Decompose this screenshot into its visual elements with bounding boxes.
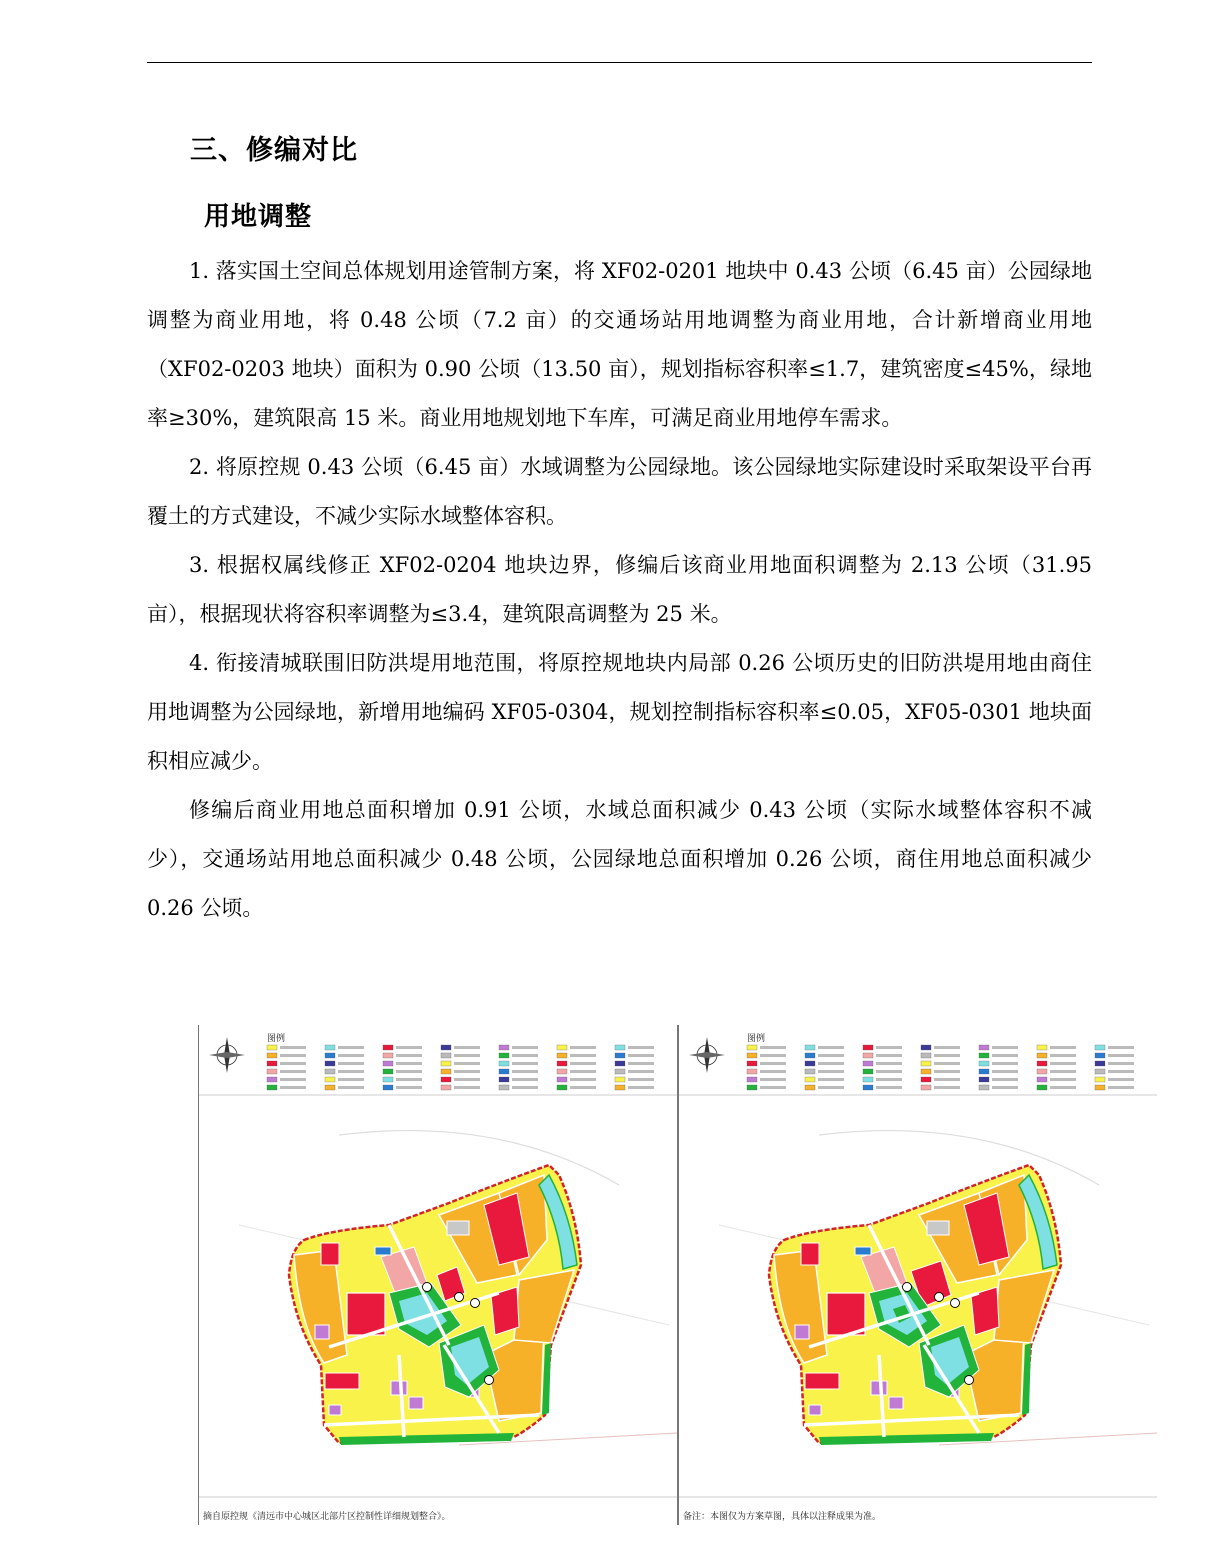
legend-label xyxy=(818,1062,844,1065)
original-plan-drawing xyxy=(199,1025,677,1525)
legend-swatch xyxy=(1095,1085,1105,1090)
paragraph-4: 4. 衔接清城联围旧防洪堤用地范围，将原控规地块内局部 0.26 公顷历史的旧防洪堤用地由商住用地调整为公园绿地，新增用地编码 XF05-0304，规划控制指标容积率≤0.05，XF05-0301 地块面积相应减少。 xyxy=(147,651,1092,773)
legend-label xyxy=(934,1078,960,1081)
legend-swatch xyxy=(441,1061,451,1066)
legend-swatch xyxy=(615,1045,625,1050)
legend-label xyxy=(280,1046,306,1049)
legend-label xyxy=(454,1078,480,1081)
legend-label xyxy=(396,1070,422,1073)
legend-label xyxy=(934,1046,960,1049)
legend-label xyxy=(1108,1046,1134,1049)
body-text xyxy=(147,247,1092,933)
legend-label xyxy=(396,1062,422,1065)
legend-swatch xyxy=(805,1077,815,1082)
legend-swatch xyxy=(863,1045,873,1050)
legend-label xyxy=(760,1086,786,1089)
legend-label xyxy=(570,1086,596,1089)
legend-label xyxy=(992,1070,1018,1073)
legend-swatch xyxy=(1095,1069,1105,1074)
legend-swatch xyxy=(863,1069,873,1074)
legend-swatch xyxy=(747,1061,757,1066)
transport-block xyxy=(447,1221,469,1235)
legend-swatch xyxy=(557,1085,567,1090)
legend-swatch xyxy=(1095,1045,1105,1050)
legend-swatch xyxy=(499,1085,509,1090)
legend-swatch xyxy=(863,1053,873,1058)
legend-label xyxy=(280,1086,306,1089)
legend-swatch xyxy=(1037,1061,1047,1066)
utility-block xyxy=(855,1247,871,1255)
legend-label xyxy=(1108,1086,1134,1089)
legend-swatch xyxy=(1037,1085,1047,1090)
education-block xyxy=(809,1405,821,1415)
transport-block xyxy=(927,1221,949,1235)
legend-label xyxy=(280,1062,306,1065)
legend-label xyxy=(454,1062,480,1065)
road-line xyxy=(819,1131,1099,1185)
legend-label xyxy=(818,1070,844,1073)
legend-label xyxy=(338,1054,364,1057)
legend-label xyxy=(628,1046,654,1049)
legend-swatch xyxy=(499,1061,509,1066)
legend-swatch xyxy=(1037,1069,1047,1074)
legend-swatch xyxy=(557,1077,567,1082)
legend-swatch xyxy=(325,1061,335,1066)
legend-swatch xyxy=(979,1061,989,1066)
legend-swatch xyxy=(805,1061,815,1066)
legend-swatch xyxy=(1095,1077,1105,1082)
education-block xyxy=(409,1397,423,1409)
legend-label xyxy=(280,1070,306,1073)
legend-swatch xyxy=(615,1085,625,1090)
legend-swatch xyxy=(557,1061,567,1066)
legend-swatch xyxy=(557,1045,567,1050)
legend-swatch xyxy=(921,1053,931,1058)
legend-label xyxy=(876,1070,902,1073)
legend-swatch xyxy=(1037,1053,1047,1058)
legend-swatch xyxy=(1095,1061,1105,1066)
legend-swatch xyxy=(383,1061,393,1066)
commercial-block xyxy=(321,1243,339,1265)
education-block xyxy=(795,1325,809,1339)
legend-label xyxy=(280,1054,306,1057)
adjustment-marker xyxy=(455,1293,464,1302)
legend-label xyxy=(338,1070,364,1073)
legend-label xyxy=(454,1046,480,1049)
revised-plan-drawing xyxy=(679,1025,1157,1525)
legend-label xyxy=(570,1062,596,1065)
adjustment-marker xyxy=(935,1293,944,1302)
legend-swatch xyxy=(979,1077,989,1082)
legend-swatch xyxy=(267,1077,277,1082)
legend-swatch xyxy=(615,1069,625,1074)
legend-label xyxy=(280,1078,306,1081)
legend-label xyxy=(1108,1078,1134,1081)
legend-label xyxy=(934,1086,960,1089)
legend-label xyxy=(628,1078,654,1081)
legend-label xyxy=(1050,1070,1076,1073)
legend-swatch xyxy=(557,1053,567,1058)
legend-label xyxy=(876,1078,902,1081)
legend-title: 图例 xyxy=(747,1034,766,1044)
legend-swatch xyxy=(747,1053,757,1058)
section-heading: 三、修编对比 xyxy=(190,135,358,166)
legend-label xyxy=(338,1078,364,1081)
adjustment-marker xyxy=(423,1283,432,1292)
commercial-block xyxy=(325,1373,359,1389)
legend-swatch xyxy=(441,1085,451,1090)
legend-label xyxy=(1050,1078,1076,1081)
education-block xyxy=(329,1405,341,1415)
legend-swatch xyxy=(805,1053,815,1058)
legend-swatch xyxy=(615,1053,625,1058)
adjustment-marker xyxy=(471,1299,480,1308)
map-note: 备注：本图仅为方案草图，具体以注释成果为准。 xyxy=(683,1512,882,1522)
legend-label xyxy=(570,1078,596,1081)
legend-label xyxy=(876,1054,902,1057)
legend-label xyxy=(818,1046,844,1049)
legend-swatch xyxy=(383,1045,393,1050)
legend-label xyxy=(1108,1070,1134,1073)
legend-label xyxy=(760,1046,786,1049)
legend-swatch xyxy=(499,1077,509,1082)
legend-label xyxy=(818,1054,844,1057)
legend-swatch xyxy=(325,1077,335,1082)
legend-label xyxy=(338,1086,364,1089)
legend-label xyxy=(818,1078,844,1081)
legend-label xyxy=(1050,1086,1076,1089)
legend-label xyxy=(396,1078,422,1081)
legend-swatch xyxy=(921,1069,931,1074)
legend-swatch xyxy=(441,1045,451,1050)
legend-swatch xyxy=(499,1069,509,1074)
legend-swatch xyxy=(267,1069,277,1074)
legend-swatch xyxy=(921,1045,931,1050)
legend-label xyxy=(512,1054,538,1057)
legend-swatch xyxy=(267,1045,277,1050)
legend-label xyxy=(1050,1062,1076,1065)
legend-label xyxy=(570,1070,596,1073)
legend-swatch xyxy=(805,1085,815,1090)
legend-label xyxy=(876,1086,902,1089)
legend-label xyxy=(628,1070,654,1073)
legend-label xyxy=(876,1062,902,1065)
paragraph-3: 3. 根据权属线修正 XF02-0204 地块边界，修编后该商业用地面积调整为 2.13 公顷（31.95 亩），根据现状将容积率调整为≤3.4，建筑限高调整为 25 米。 xyxy=(147,553,1092,626)
legend-label xyxy=(992,1046,1018,1049)
legend-label xyxy=(760,1078,786,1081)
legend-label xyxy=(628,1086,654,1089)
legend-label xyxy=(760,1062,786,1065)
legend-swatch xyxy=(921,1061,931,1066)
legend-label xyxy=(454,1054,480,1057)
commercial-block xyxy=(805,1373,839,1389)
legend-label xyxy=(934,1054,960,1057)
legend-label xyxy=(818,1086,844,1089)
legend-label xyxy=(396,1086,422,1089)
legend-swatch xyxy=(441,1077,451,1082)
legend-label xyxy=(992,1078,1018,1081)
legend-swatch xyxy=(615,1061,625,1066)
legend-swatch xyxy=(979,1053,989,1058)
legend-swatch xyxy=(499,1053,509,1058)
legend-label xyxy=(338,1046,364,1049)
legend-swatch xyxy=(863,1077,873,1082)
legend-swatch xyxy=(921,1085,931,1090)
comparison-maps xyxy=(198,1025,1160,1525)
legend-swatch xyxy=(441,1053,451,1058)
legend-label xyxy=(760,1070,786,1073)
compass-arrow-icon xyxy=(689,1052,725,1058)
legend-label xyxy=(992,1062,1018,1065)
legend-swatch xyxy=(1037,1045,1047,1050)
commercial-block xyxy=(827,1293,865,1335)
section-subheading: 用地调整 xyxy=(204,202,313,232)
legend-label xyxy=(934,1070,960,1073)
legend-swatch xyxy=(1095,1053,1105,1058)
utility-block xyxy=(375,1247,391,1255)
legend-label xyxy=(934,1062,960,1065)
legend-label xyxy=(760,1054,786,1057)
legend-label xyxy=(512,1078,538,1081)
commercial-block xyxy=(801,1243,819,1265)
legend-label xyxy=(876,1046,902,1049)
legend-swatch xyxy=(557,1069,567,1074)
legend-label xyxy=(992,1086,1018,1089)
legend-swatch xyxy=(325,1069,335,1074)
legend-title: 图例 xyxy=(267,1034,286,1044)
legend-label xyxy=(512,1070,538,1073)
legend-label xyxy=(1108,1062,1134,1065)
legend-swatch xyxy=(979,1045,989,1050)
legend-swatch xyxy=(499,1045,509,1050)
legend-label xyxy=(454,1070,480,1073)
legend-label xyxy=(628,1054,654,1057)
legend-swatch xyxy=(441,1069,451,1074)
legend-swatch xyxy=(805,1069,815,1074)
legend-swatch xyxy=(383,1085,393,1090)
legend-swatch xyxy=(267,1085,277,1090)
header-rule xyxy=(147,62,1092,63)
legend-label xyxy=(512,1046,538,1049)
legend-swatch xyxy=(979,1069,989,1074)
legend-label xyxy=(628,1062,654,1065)
legend-label xyxy=(512,1062,538,1065)
legend-swatch xyxy=(383,1077,393,1082)
legend-swatch xyxy=(325,1045,335,1050)
revised-plan-map xyxy=(678,1025,1157,1525)
map-note: 摘自原控规《清远市中心城区北部片区控制性详细规划整合》。 xyxy=(203,1512,451,1522)
legend-swatch xyxy=(325,1053,335,1058)
commercial-block xyxy=(347,1293,385,1335)
adjustment-marker xyxy=(951,1299,960,1308)
legend-swatch xyxy=(383,1069,393,1074)
legend-swatch xyxy=(805,1045,815,1050)
legend-swatch xyxy=(267,1053,277,1058)
legend-label xyxy=(1050,1054,1076,1057)
legend-swatch xyxy=(383,1053,393,1058)
education-block xyxy=(889,1397,903,1409)
paragraph-2: 2. 将原控规 0.43 公顷（6.45 亩）水域调整为公园绿地。该公园绿地实际建设时采取架设平台再覆土的方式建设，不减少实际水域整体容积。 xyxy=(147,455,1092,528)
legend-swatch xyxy=(979,1085,989,1090)
legend-label xyxy=(992,1054,1018,1057)
legend-label xyxy=(570,1046,596,1049)
legend-swatch xyxy=(1037,1077,1047,1082)
legend-swatch xyxy=(747,1077,757,1082)
compass-arrow-icon xyxy=(209,1052,245,1058)
legend-swatch xyxy=(921,1077,931,1082)
legend-label xyxy=(570,1054,596,1057)
original-plan-map xyxy=(198,1025,678,1525)
legend-label xyxy=(454,1086,480,1089)
paragraph-1: 1. 落实国土空间总体规划用途管制方案，将 XF02-0201 地块中 0.43 公顷（6.45 亩）公园绿地调整为商业用地，将 0.48 公顷（7.2 亩）的交通场站用地调整为商业用地，合计新增商业用地（XF02-0203 地块）面积为 0.90 公顷（13.50 亩），规划指标容积率≤1.7，建筑密度≤45%，绿地率≥30%，建筑限高 15 米。商业用地规划地下车库，可满足商业用地停车需求。 xyxy=(147,259,1092,430)
adjustment-marker xyxy=(903,1283,912,1292)
legend-swatch xyxy=(747,1069,757,1074)
paragraph-summary: 修编后商业用地总面积增加 0.91 公顷，水域总面积减少 0.43 公顷（实际水域整体容积不减少），交通场站用地总面积减少 0.48 公顷，公园绿地总面积增加 0.26 公顷，商住用地总面积减少 0.26 公顷。 xyxy=(147,798,1092,920)
legend-swatch xyxy=(863,1061,873,1066)
legend-label xyxy=(338,1062,364,1065)
legend-label xyxy=(512,1086,538,1089)
legend-swatch xyxy=(747,1045,757,1050)
legend-swatch xyxy=(325,1085,335,1090)
legend-swatch xyxy=(615,1077,625,1082)
education-block xyxy=(315,1325,329,1339)
legend-swatch xyxy=(267,1061,277,1066)
legend-swatch xyxy=(747,1085,757,1090)
legend-label xyxy=(1108,1054,1134,1057)
road-line xyxy=(339,1131,619,1185)
legend-label xyxy=(396,1054,422,1057)
legend-swatch xyxy=(863,1085,873,1090)
legend-label xyxy=(1050,1046,1076,1049)
adjustment-marker xyxy=(965,1376,974,1385)
adjustment-marker xyxy=(485,1376,494,1385)
legend-label xyxy=(396,1046,422,1049)
